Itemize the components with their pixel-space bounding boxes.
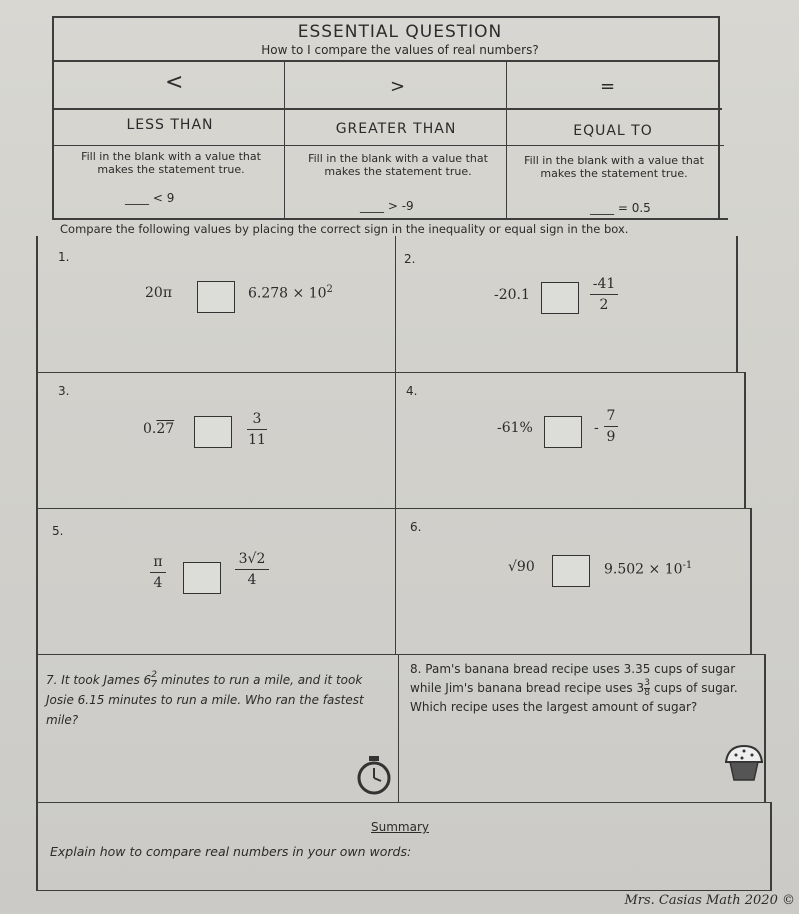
blank-equal-to: ____ = 0.5 [590,201,651,215]
problem-5-left-fraction: π 4 [150,554,166,591]
muffin-icon [722,740,766,784]
problem-4-right-fraction: 7 9 [604,408,618,445]
stopwatch-icon [356,754,392,796]
instruction-equal-to: Fill in the blank with a value that makes the statement true. [524,154,704,180]
answer-box-3[interactable] [194,416,232,448]
problem-6-right: $9.502 \times 10^{-1}$ [604,560,693,578]
problem-4-left: -61% [497,420,533,436]
problem-6-number: 6. [410,520,422,534]
instruction-less-than: Fill in the blank with a value that makes the statement true. [81,150,261,176]
summary-answer-area[interactable] [50,864,750,886]
less-than-symbol: < [165,70,184,95]
answer-box-5[interactable] [183,562,221,594]
summary-heading: Summary [371,820,429,834]
problem-1-right: $6.278 \times 10^2$ [248,284,333,302]
greater-than-symbol: > [390,76,406,97]
problem-3-number: 3. [58,384,70,398]
answer-box-2[interactable] [541,282,579,314]
equal-symbol: = [600,76,616,97]
heading-less-than: LESS THAN [126,117,214,133]
answer-box-1[interactable] [197,281,235,313]
heading-greater-than: GREATER THAN [335,121,457,137]
summary-prompt: Explain how to compare real numbers in your own words: [50,844,412,859]
footer-credit: Mrs. Casias Math 2020 © [624,893,795,908]
problem-3-left: 0.27 [143,421,175,437]
problem-5-number: 5. [52,524,64,538]
problem-4-right-sign: - [594,420,599,436]
compare-instruction: Compare the following values by placing the correct sign in the inequality or equal sign in the box. [60,222,629,236]
problem-6-left: √90 [508,559,535,575]
problem-1-left: 20π [145,285,173,301]
blank-greater-than: ____ > -9 [360,199,414,213]
problem-2-number: 2. [404,252,416,266]
answer-box-6[interactable] [552,555,590,587]
problem-2-left: -20.1 [494,287,530,303]
blank-less-than: ____ < 9 [125,191,175,205]
problem-3-right-fraction: 3 11 [248,411,266,449]
problem-2-right-fraction: -41 2 [590,276,618,313]
problem-5-right-fraction: 3√2 4 [235,551,269,588]
heading-equal-to: EQUAL TO [573,123,653,139]
word-problem-8: 8. Pam's banana bread recipe uses 3.35 cups of sugar while Jim's banana bread recipe uses 3 $\frac{3}{8}$ cups of sugar. Which recipe uses the largest amount of sugar? [410,662,738,714]
answer-box-4[interactable] [544,416,582,448]
problem-1-number: 1. [58,250,70,264]
essential-question: How to I compare the values of real numbers? [261,43,539,57]
problem-4-number: 4. [406,384,418,398]
title: ESSENTIAL QUESTION [297,22,503,42]
word-problem-7: 7. It took James 6 $\frac{2}{7}$ minutes to run a mile, and it took Josie 6.15 minutes to run a mile. Who ran the fastest mile? [46,670,364,727]
instruction-greater-than: Fill in the blank with a value that makes the statement true. [308,152,488,178]
